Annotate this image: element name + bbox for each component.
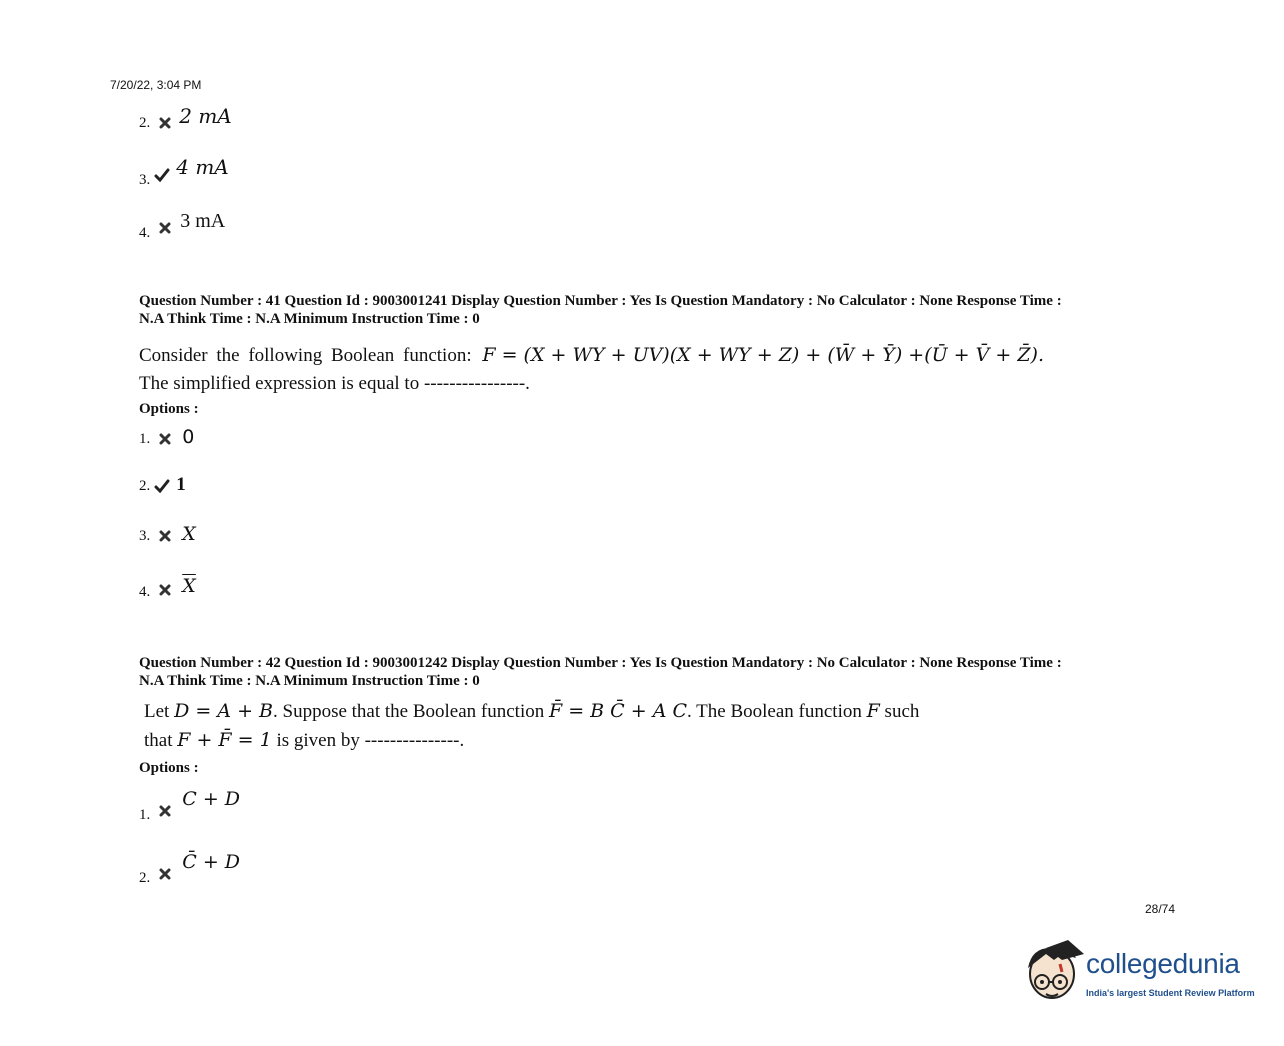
cross-icon (158, 116, 172, 130)
q42-meta (139, 654, 1062, 690)
q42-meta-line2: N.A Think Time : N.A Minimum Instruction Time : 0 (139, 673, 480, 689)
option-value: 4 mA (176, 155, 229, 179)
option-value: 2 mA (179, 104, 232, 128)
q41-meta (139, 292, 1062, 328)
option-number: 3. (139, 172, 151, 188)
logo-wordmark: collegedunia (1086, 948, 1240, 979)
prev-option-4 (139, 210, 226, 241)
q42-stem-text: Let (144, 701, 170, 722)
q42-stem-expression: F + F̄ = 1 (177, 729, 272, 751)
q41-stem-line2: The simplified expression is equal to ----------------. (139, 373, 530, 394)
cross-icon (158, 221, 172, 235)
q41-options-label: Options : (139, 401, 199, 417)
mascot-icon (1024, 938, 1088, 1008)
option-number: 2. (139, 870, 151, 886)
logo-tagline: India's largest Student Review Platform (1086, 988, 1255, 998)
collegedunia-logo (1024, 938, 1256, 1008)
option-value: C̄ + D (182, 851, 241, 873)
prev-option-2 (139, 104, 232, 132)
q42-stem-expression: F̄ = B C̄ + A C (548, 700, 688, 722)
option-value: X (182, 523, 196, 545)
option-number: 3. (139, 528, 151, 544)
q41-meta-line1: Question Number : 41 Question Id : 9003001241 Display Question Number : Yes Is Question Mandatory : No Calculator : None Response Time : (139, 293, 1062, 309)
check-icon (154, 168, 168, 182)
option-number: 4. (139, 584, 151, 600)
q41-stem (139, 341, 1044, 398)
option-value: 0 (182, 426, 195, 448)
q41-option-4 (139, 575, 196, 600)
cross-icon (158, 529, 172, 543)
cross-icon (158, 432, 172, 446)
option-value: C + D (182, 788, 241, 810)
page-number: 28/74 (1145, 902, 1176, 916)
prev-option-3 (139, 155, 229, 188)
q41-option-1 (139, 426, 194, 448)
q42-stem-text: that (144, 730, 173, 751)
q41-option-3 (139, 523, 196, 545)
q41-stem-intro: Consider the following Boolean function: (139, 345, 472, 366)
check-icon (154, 479, 168, 493)
cross-icon (158, 867, 172, 881)
option-number: 2. (139, 115, 151, 131)
option-number: 2. (139, 478, 151, 494)
cross-icon (158, 804, 172, 818)
option-value: $\overline{X}$ (182, 575, 196, 597)
q42-stem-expression: D = A + B (174, 700, 273, 722)
q41-meta-line2: N.A Think Time : N.A Minimum Instruction Time : 0 (139, 311, 480, 327)
q42-stem-text: . Suppose that the Boolean function (273, 701, 545, 722)
print-timestamp: 7/20/22, 3:04 PM (110, 78, 202, 92)
q42-option-1 (139, 788, 241, 823)
q42-option-2 (139, 851, 241, 886)
q42-stem (144, 697, 919, 755)
option-number: 1. (139, 807, 151, 823)
q42-meta-line1: Question Number : 42 Question Id : 9003001242 Display Question Number : Yes Is Question Mandatory : No Calculator : None Response Time : (139, 655, 1062, 671)
option-value: 1 (176, 474, 186, 495)
q42-options-label: Options : (139, 760, 199, 776)
q42-stem-text: such (884, 701, 920, 722)
q42-stem-variable: F (866, 700, 880, 722)
option-number: 1. (139, 431, 151, 447)
q42-stem-text: is given by ---------------. (276, 730, 465, 751)
cross-icon (158, 583, 172, 597)
q41-option-2 (139, 474, 186, 496)
q42-stem-text: . The Boolean function (687, 701, 862, 722)
option-value: 3 mA (180, 210, 226, 232)
option-number: 4. (139, 225, 151, 241)
q41-stem-expression: F = (X + WY + UV)(X + WY + Z) + (W̄ + Ȳ) +(Ū + V̄ + Z̄). (482, 344, 1044, 366)
